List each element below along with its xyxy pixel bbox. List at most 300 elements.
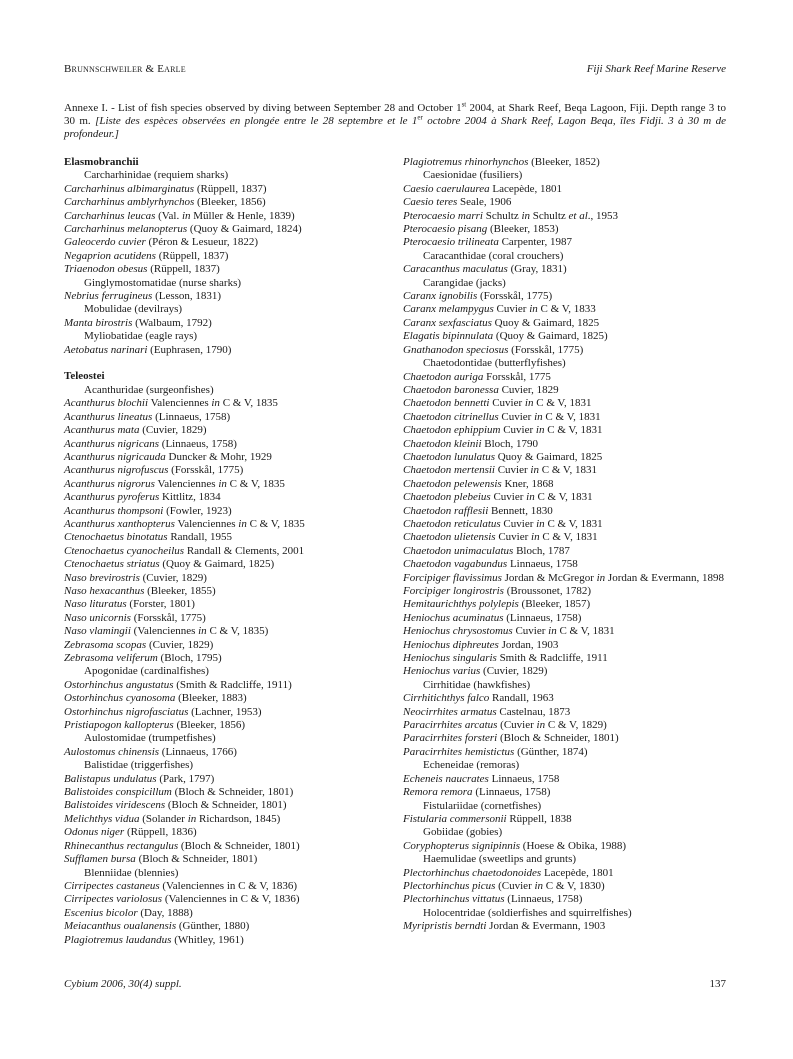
species-name: Remora remora xyxy=(403,786,473,799)
species-name: Galeocerdo cuvier xyxy=(64,236,146,249)
species-entry xyxy=(64,397,382,410)
species-name: Plagiotremus laudandus xyxy=(64,933,172,946)
species-entry xyxy=(64,679,382,692)
species-authority xyxy=(513,545,570,557)
authority-text: (Broussonet, 1782) xyxy=(503,585,592,597)
species-entry xyxy=(64,558,382,571)
species-name: Forcipiger longirostris xyxy=(403,585,504,597)
species-authority xyxy=(139,424,206,436)
species-name: Ostorhinchus cyanosoma xyxy=(64,692,176,705)
species-entry xyxy=(403,598,726,611)
authority-italic: in xyxy=(524,397,534,410)
authority-text: (Bloch & Schneider, 1801) xyxy=(135,853,258,866)
authority-text: (Bloch, 1795) xyxy=(157,652,222,665)
species-entry xyxy=(64,545,382,558)
authority-text: Lacepède, 1801 xyxy=(489,182,563,195)
species-name: Chaetodon citrinellus xyxy=(403,410,499,423)
species-authority xyxy=(148,397,278,409)
species-authority xyxy=(504,585,591,597)
species-name: Meiacanthus oualanensis xyxy=(64,920,177,933)
species-entry xyxy=(64,491,382,504)
authority-text: Valenciennes xyxy=(148,397,212,410)
species-entry xyxy=(403,625,726,638)
species-entry xyxy=(403,545,726,558)
species-entry xyxy=(64,840,382,853)
species-entry xyxy=(403,424,726,437)
species-authority xyxy=(140,572,207,584)
species-name: Fistularia commersonii xyxy=(403,812,507,825)
species-name: Triaenodon obesus xyxy=(64,263,148,276)
authority-text: Forsskål, 1775 xyxy=(483,370,551,383)
species-authority xyxy=(188,706,261,718)
species-name: Nebrius ferrugineus xyxy=(64,290,153,303)
authority-italic: in xyxy=(548,625,557,638)
authority-italic: in xyxy=(238,517,247,530)
caption-french-end: octobre 2004 à Shark Reef, Lagon Beqa, îles Fidji. 3 à 30 m de profondeur.] xyxy=(64,115,726,140)
species-entry xyxy=(403,652,726,665)
authority-text: (Lesson, 1831) xyxy=(152,290,222,303)
authority-text: Randall, 1955 xyxy=(167,531,233,544)
authority-text: Jordan & McGregor xyxy=(501,571,597,584)
species-authority xyxy=(131,612,206,624)
species-authority xyxy=(483,371,551,383)
species-authority xyxy=(136,853,257,865)
species-entry xyxy=(403,518,726,531)
authority-text: Quoy & Gaimard, 1825 xyxy=(494,450,603,463)
authority-text: (Forster, 1801) xyxy=(126,598,195,611)
authority-text: (Park, 1797) xyxy=(156,772,215,785)
species-entry xyxy=(403,491,726,504)
authority-text: (Linnaeus, 1758) xyxy=(503,611,582,624)
family-heading: Echeneidae (remoras) xyxy=(423,759,520,772)
authority-text: (Bleeker, 1883) xyxy=(175,692,247,705)
species-name: Heniochus diphreutes xyxy=(403,638,499,651)
annex-caption xyxy=(64,102,726,141)
family-heading: Caesionidae (fusiliers) xyxy=(423,169,523,182)
species-authority xyxy=(500,424,602,436)
species-authority xyxy=(159,491,220,503)
species-name: Chaetodon mertensii xyxy=(403,464,495,477)
family-heading: Balistidae (triggerfishes) xyxy=(84,759,194,772)
species-authority xyxy=(144,585,215,597)
species-entry xyxy=(403,880,726,893)
authority-text: Linnaeus, 1758 xyxy=(507,558,578,571)
species-authority xyxy=(139,813,280,825)
right-column xyxy=(403,156,726,934)
species-authority xyxy=(127,598,195,610)
authority-text: Cuvier xyxy=(493,303,530,316)
species-name: Elagatis bipinnulata xyxy=(403,330,494,343)
species-entry xyxy=(403,786,726,799)
species-entry xyxy=(64,344,382,357)
authority-text: (Linnaeus, 1758) xyxy=(152,410,231,423)
authority-text: (Valenciennes xyxy=(130,625,199,638)
species-entry xyxy=(403,746,726,759)
species-name: Melichthys vidua xyxy=(64,812,140,825)
taxon-group-heading: Teleostei xyxy=(64,370,105,383)
authority-text: Cuvier xyxy=(512,625,549,638)
species-authority xyxy=(174,719,245,731)
authority-text: Cuvier xyxy=(500,517,537,530)
species-entry xyxy=(64,263,382,276)
species-name: Naso hexacanthus xyxy=(64,584,145,597)
species-entry xyxy=(64,652,382,665)
species-authority xyxy=(514,746,587,758)
species-entry xyxy=(64,612,382,625)
species-name: Chaetodon reticulatus xyxy=(403,517,501,530)
species-name: Chaetodon lunulatus xyxy=(403,450,495,463)
authority-text: (Lachner, 1953) xyxy=(188,705,262,718)
species-authority xyxy=(501,518,603,530)
species-entry xyxy=(64,920,382,933)
authority-text: Jordan & Evermann, 1898 xyxy=(605,571,725,584)
species-entry xyxy=(64,183,382,196)
species-name: Heniochus chrysostomus xyxy=(403,625,513,638)
species-name: Zebrasoma veliferum xyxy=(64,652,158,665)
species-authority xyxy=(124,826,196,838)
family-heading: Holocentridae (soldierfishes and squirrelfishes) xyxy=(423,906,632,919)
species-name: Neocirrhites armatus xyxy=(403,705,497,718)
species-entry xyxy=(64,518,382,531)
authority-text: Valenciennes xyxy=(174,517,239,530)
authority-text: (Val. xyxy=(155,209,182,222)
species-authority xyxy=(488,505,552,517)
authority-italic: in xyxy=(534,410,543,423)
species-name: Negaprion acutidens xyxy=(64,249,156,262)
species-entry xyxy=(64,585,382,598)
species-entry xyxy=(403,183,726,196)
authority-text: C & V, 1831 xyxy=(538,464,597,477)
species-entry xyxy=(403,263,726,276)
species-authority xyxy=(528,156,599,168)
species-entry xyxy=(403,290,726,303)
authority-text: (Linnaeus, 1766) xyxy=(159,745,237,758)
species-name: Heniochus acuminatus xyxy=(403,611,504,624)
authority-text: C & V, 1835) xyxy=(206,625,269,638)
authority-text: C & V, 1831 xyxy=(533,397,592,410)
authority-text: Cuvier xyxy=(500,424,536,437)
authority-italic: in xyxy=(181,209,191,222)
species-entry xyxy=(403,706,726,719)
species-name: Myripristis berndti xyxy=(403,920,487,933)
species-authority xyxy=(487,223,558,235)
species-entry xyxy=(403,344,726,357)
species-entry xyxy=(64,719,382,732)
species-entry xyxy=(403,303,726,316)
authority-text: (Hoese & Obika, 1988) xyxy=(520,839,627,852)
species-name: Acanthurus pyroferus xyxy=(64,491,160,504)
family-heading: Haemulidae (sweetlips and grunts) xyxy=(423,853,577,866)
authority-text: Kner, 1868 xyxy=(501,477,554,490)
caption-english-start: Annexe I. - List of fish species observed by diving between September 28 and October 1 xyxy=(64,102,462,114)
species-entry xyxy=(403,451,726,464)
family-heading: Acanthuridae (surgeonfishes) xyxy=(84,383,214,396)
species-name: Chaetodon baronessa xyxy=(403,383,499,396)
authority-text: C & V, 1829) xyxy=(545,719,607,732)
species-name: Rhinecanthus rectangulus xyxy=(64,839,179,852)
authority-text: (Quoy & Gaimard, 1825) xyxy=(159,558,275,571)
authority-text: (Day, 1888) xyxy=(137,906,193,919)
species-authority xyxy=(165,799,286,811)
species-authority xyxy=(194,196,265,208)
species-entry xyxy=(64,505,382,518)
species-entry xyxy=(64,250,382,263)
species-authority xyxy=(499,639,559,651)
family-heading: Blenniidae (blennies) xyxy=(84,866,179,879)
section-gap xyxy=(64,357,382,370)
authority-text: (Bleeker, 1853) xyxy=(487,223,559,236)
species-entry xyxy=(403,639,726,652)
species-name: Chaetodon vagabundus xyxy=(403,558,508,571)
species-authority xyxy=(156,250,228,262)
species-name: Chaetodon bennetti xyxy=(403,397,490,410)
family-heading: Ginglymostomatidae (nurse sharks) xyxy=(84,276,242,289)
authority-text: (Rüppell, 1837) xyxy=(155,249,229,262)
species-entry xyxy=(403,210,726,223)
authority-text: (Valenciennes in C & V, 1836) xyxy=(162,893,300,906)
species-authority xyxy=(184,545,304,557)
authority-text: (Rüppell, 1836) xyxy=(124,826,197,839)
authority-text: (Fowler, 1923) xyxy=(163,504,232,517)
species-authority xyxy=(155,210,294,222)
species-entry xyxy=(403,732,726,745)
authority-text: C & V, 1835 xyxy=(246,517,305,530)
authority-text: Cuvier xyxy=(494,464,531,477)
species-name: Chaetodon ulietensis xyxy=(403,531,496,544)
authority-text: Cuvier xyxy=(498,410,535,423)
species-authority xyxy=(166,451,272,463)
species-entry xyxy=(64,223,382,236)
species-name: Manta birostris xyxy=(64,316,133,329)
species-entry xyxy=(403,156,726,169)
species-authority xyxy=(160,880,297,892)
species-authority xyxy=(172,786,293,798)
species-name: Paracirrhites hemistictus xyxy=(403,745,515,758)
species-entry xyxy=(64,572,382,585)
species-name: Acanthurus nigrorus xyxy=(64,477,155,490)
species-authority xyxy=(499,411,601,423)
authority-text: Smith & Radcliffe, 1911 xyxy=(496,652,608,665)
species-authority xyxy=(160,558,275,570)
authority-text: (Whitley, 1961) xyxy=(171,933,244,946)
authority-italic: in xyxy=(534,879,544,892)
species-name: Acanthurus nigricauda xyxy=(64,450,166,463)
species-entry xyxy=(64,210,382,223)
species-name: Acanthurus nigrofuscus xyxy=(64,464,169,477)
authority-text: (Cuvier xyxy=(497,719,537,732)
species-entry xyxy=(64,290,382,303)
authority-text: Müller & Henle, 1839) xyxy=(190,209,295,222)
authority-text: (Bloch & Schneider, 1801) xyxy=(165,799,287,812)
species-entry xyxy=(403,531,726,544)
authority-italic: in xyxy=(218,477,227,490)
species-authority xyxy=(499,236,572,248)
species-entry xyxy=(64,639,382,652)
authority-italic: in xyxy=(526,491,535,504)
species-entry xyxy=(403,840,726,853)
authority-text: Randall, 1963 xyxy=(489,692,554,705)
authority-text: (Cuvier, 1829) xyxy=(139,571,207,584)
species-authority xyxy=(497,719,606,731)
authority-text: Bloch, 1787 xyxy=(513,544,570,557)
authority-text: Schultz xyxy=(482,209,522,222)
species-authority xyxy=(483,210,618,222)
species-authority xyxy=(168,531,232,543)
caption-superscript-st: st xyxy=(461,100,467,109)
authority-text: (Valenciennes in C & V, 1836) xyxy=(159,879,298,892)
species-name: Carcharhinus melanopterus xyxy=(64,223,188,236)
authority-text: (Bloch & Schneider, 1801) xyxy=(178,839,300,852)
footer-citation: Cybium 2006, 30(4) suppl. xyxy=(64,978,182,990)
species-authority xyxy=(497,732,618,744)
authority-text: Bennett, 1830 xyxy=(488,504,553,517)
species-authority xyxy=(508,263,567,275)
species-entry xyxy=(403,773,726,786)
species-authority xyxy=(194,183,266,195)
family-heading: Carcharhinidae (requiem sharks) xyxy=(84,169,229,182)
authority-text: (Forsskål, 1775) xyxy=(130,611,206,624)
species-entry xyxy=(64,625,382,638)
authority-italic: in xyxy=(521,209,531,222)
species-name: Hemitaurichthys polylepis xyxy=(403,598,519,611)
species-authority xyxy=(519,598,590,610)
species-entry xyxy=(403,893,726,906)
species-name: Forcipiger flavissimus xyxy=(403,571,502,584)
authority-text: (Cuvier, 1829) xyxy=(146,638,214,651)
species-authority xyxy=(486,920,605,932)
species-entry xyxy=(403,585,726,598)
authority-text: C & V, 1831 xyxy=(556,625,615,638)
species-name: Carcharhinus amblyrhynchos xyxy=(64,196,195,209)
species-name: Paracirrhites forsteri xyxy=(403,732,498,745)
species-authority xyxy=(147,263,219,275)
authority-text: C & V, 1831 xyxy=(544,517,603,530)
authority-text: (Linnaeus, 1758) xyxy=(472,786,551,799)
species-name: Chaetodon unimaculatus xyxy=(403,544,514,557)
authority-italic: et al xyxy=(568,209,588,222)
authority-italic: in xyxy=(187,812,197,825)
authority-text: Rüppell, 1838 xyxy=(506,812,572,825)
species-name: Acanthurus lineatus xyxy=(64,410,153,423)
species-authority xyxy=(492,317,599,329)
authority-text: (Solander xyxy=(139,812,188,825)
species-entry xyxy=(403,397,726,410)
authority-text: (Günther, 1880) xyxy=(176,920,250,933)
species-authority xyxy=(162,893,299,905)
authority-text: (Walbaum, 1792) xyxy=(132,316,212,329)
authority-text: (Cuvier, 1829) xyxy=(480,665,548,678)
family-heading: Chaetodontidae (butterflyfishes) xyxy=(423,357,566,370)
species-authority xyxy=(477,290,552,302)
species-name: Plectorhinchus picus xyxy=(403,879,496,892)
species-name: Caranx sexfasciatus xyxy=(403,316,492,329)
species-entry xyxy=(403,867,726,880)
species-entry xyxy=(403,478,726,491)
authority-text: (Péron & Lesueur, 1822) xyxy=(145,236,259,249)
authority-text: Randall & Clements, 2001 xyxy=(184,544,305,557)
authority-text: Jordan, 1903 xyxy=(498,638,559,651)
species-name: Ostorhinchus nigrofasciatus xyxy=(64,705,189,718)
species-entry xyxy=(403,920,726,933)
authority-text: Castelnau, 1873 xyxy=(496,705,571,718)
species-authority xyxy=(495,880,604,892)
species-authority xyxy=(489,692,553,704)
species-authority xyxy=(494,303,596,315)
species-authority xyxy=(176,920,249,932)
species-name: Acanthurus thompsoni xyxy=(64,504,164,517)
species-name: Ctenochaetus binotatus xyxy=(64,531,168,544)
species-name: Echeneis naucrates xyxy=(403,772,489,785)
species-name: Sufflamen bursa xyxy=(64,853,136,866)
species-authority xyxy=(507,813,572,825)
species-entry xyxy=(64,424,382,437)
species-name: Caesio caerulaurea xyxy=(403,182,490,195)
species-entry xyxy=(64,813,382,826)
species-entry xyxy=(403,384,726,397)
species-entry xyxy=(403,317,726,330)
authority-text: ., 1953 xyxy=(587,209,619,222)
species-entry xyxy=(64,853,382,866)
species-entry xyxy=(403,612,726,625)
running-head xyxy=(64,62,726,76)
species-entry xyxy=(403,558,726,571)
authority-text: (Forsskål, 1775) xyxy=(508,343,584,356)
species-authority xyxy=(155,478,285,490)
authority-text: (Bleeker, 1856) xyxy=(173,719,246,732)
species-authority xyxy=(480,665,547,677)
species-entry xyxy=(64,451,382,464)
authority-italic: in xyxy=(536,517,545,530)
species-authority xyxy=(520,840,626,852)
species-name: Carcharhinus albimarginatus xyxy=(64,182,195,195)
authority-text: Cuvier xyxy=(489,397,525,410)
species-authority xyxy=(504,612,582,624)
authority-text: (Bloch & Schneider, 1801) xyxy=(497,732,619,745)
species-authority xyxy=(496,531,598,543)
species-entry xyxy=(403,196,726,209)
species-name: Chaetodon plebeius xyxy=(403,491,491,504)
species-authority xyxy=(495,451,602,463)
authority-text: (Bleeker, 1852) xyxy=(528,156,600,168)
species-authority xyxy=(497,652,608,664)
authority-italic: in xyxy=(211,397,220,410)
species-name: Aetobatus narinari xyxy=(64,343,148,356)
authority-text: (Bleeker, 1857) xyxy=(518,598,591,611)
species-entry xyxy=(403,665,726,678)
species-name: Acanthurus xanthopterus xyxy=(64,517,175,530)
species-name: Acanthurus blochii xyxy=(64,397,149,410)
authority-text: (Bleeker, 1855) xyxy=(144,584,216,597)
species-entry xyxy=(403,505,726,518)
authority-text: (Linnaeus, 1758) xyxy=(159,437,237,450)
authority-text: C & V, 1835 xyxy=(219,397,278,410)
authority-text: (Quoy & Gaimard, 1825) xyxy=(493,330,608,343)
family-heading: Fistulariidae (cornetfishes) xyxy=(423,799,542,812)
authority-text: Schultz xyxy=(530,209,569,222)
left-column xyxy=(64,156,382,947)
species-entry xyxy=(403,692,726,705)
species-authority xyxy=(159,438,237,450)
species-authority xyxy=(513,625,615,637)
species-authority xyxy=(502,478,554,490)
authority-text: C & V, 1833 xyxy=(537,303,596,316)
species-entry xyxy=(403,719,726,732)
species-entry xyxy=(64,706,382,719)
species-entry xyxy=(64,826,382,839)
species-name: Coryphopterus signipinnis xyxy=(403,839,521,852)
species-name: Chaetodon ephippium xyxy=(403,424,501,437)
species-name: Chaetodon auriga xyxy=(403,370,484,383)
